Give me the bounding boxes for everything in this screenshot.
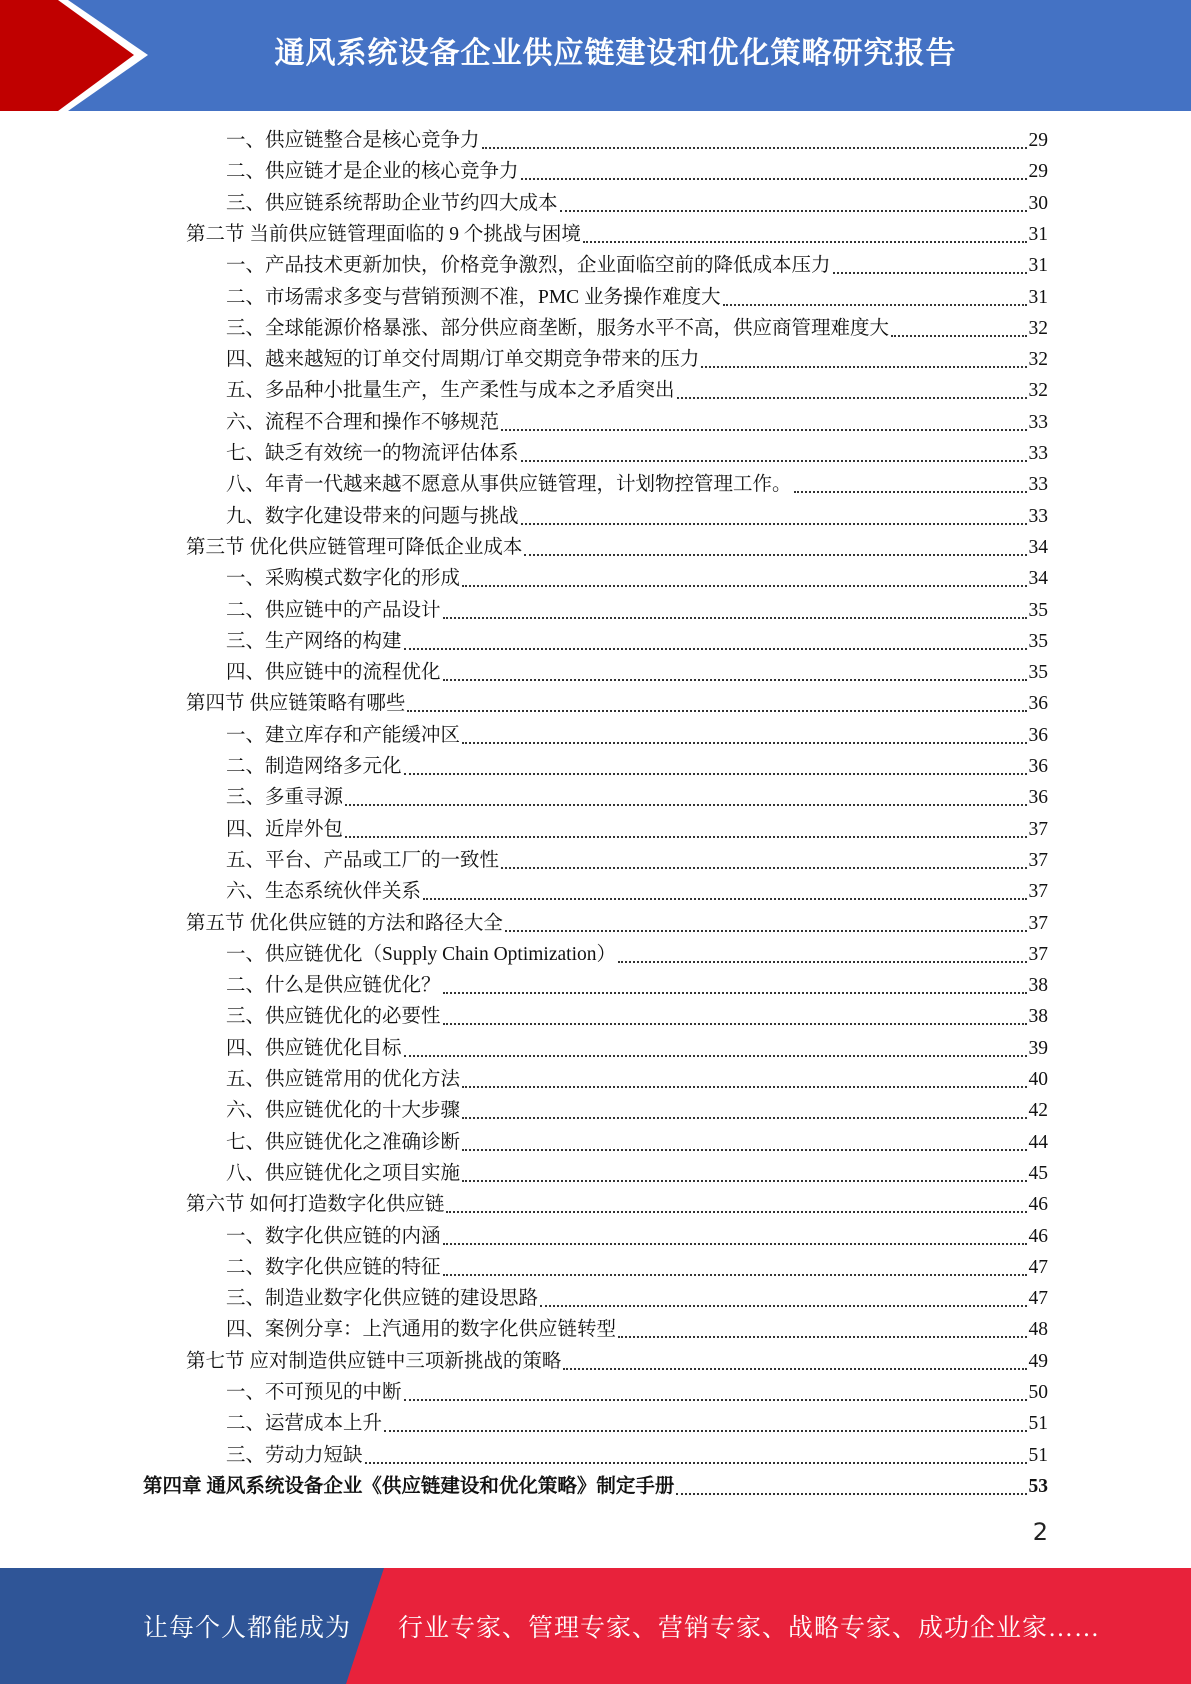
toc-leader-dots: [794, 491, 1027, 493]
toc-page-number: 37: [1028, 819, 1048, 840]
toc-page-number: 37: [1028, 944, 1048, 965]
toc-label: 二、供应链中的产品设计: [226, 600, 441, 621]
toc-label: 一、数字化供应链的内涵: [226, 1226, 441, 1247]
toc-label: 三、劳动力短缺: [226, 1445, 363, 1466]
toc-label: 五、平台、产品或工厂的一致性: [226, 850, 500, 871]
footer-slogan-right: 行业专家、管理专家、营销专家、战略专家、成功企业家……: [398, 1615, 1101, 1642]
toc-label: 第二节 当前供应链管理面临的 9 个挑战与困境: [186, 224, 581, 245]
toc-label: 四、供应链优化目标: [226, 1038, 402, 1059]
toc-leader-dots: [443, 1274, 1027, 1276]
toc-page-number: 51: [1028, 1445, 1048, 1466]
toc-item[interactable]: [226, 1379, 1048, 1407]
toc-page-number: 38: [1028, 1006, 1048, 1027]
toc-item[interactable]: [226, 847, 1048, 875]
toc-leader-dots: [462, 1180, 1026, 1182]
report-title: 通风系统设备企业供应链建设和优化策略研究报告: [274, 36, 957, 71]
toc-page-number: 46: [1028, 1226, 1048, 1247]
toc-label: 二、数字化供应链的特征: [226, 1257, 441, 1278]
toc-page-number: 30: [1028, 193, 1048, 214]
toc-item[interactable]: [226, 1410, 1048, 1438]
toc-leader-dots: [384, 1430, 1026, 1432]
toc-leader-dots: [618, 961, 1027, 963]
toc-leader-dots: [462, 1149, 1026, 1151]
toc-page-number: 51: [1028, 1413, 1048, 1434]
page-footer: [0, 1568, 1191, 1684]
toc-item[interactable]: [226, 878, 1048, 906]
toc-page-number: 33: [1028, 412, 1048, 433]
toc-page-number: 53: [1028, 1476, 1048, 1497]
toc-label: 三、制造业数字化供应链的建设思路: [226, 1288, 539, 1309]
toc-leader-dots: [521, 460, 1027, 462]
toc-leader-dots: [404, 648, 1027, 650]
toc-item[interactable]: [226, 409, 1048, 437]
toc-label: 三、生产网络的构建: [226, 631, 402, 652]
toc-item[interactable]: [226, 565, 1048, 593]
toc-label: 第三节 优化供应链管理可降低企业成本: [186, 537, 523, 558]
toc-page-number: 33: [1028, 474, 1048, 495]
toc-item[interactable]: [226, 659, 1048, 687]
toc-section[interactable]: [186, 221, 1048, 249]
toc-label: 一、建立库存和产能缓冲区: [226, 725, 461, 746]
toc-item[interactable]: [226, 1254, 1048, 1282]
toc-label: 一、不可预见的中断: [226, 1382, 402, 1403]
toc-page-number: 33: [1028, 443, 1048, 464]
toc-page-number: 50: [1028, 1382, 1048, 1403]
footer-slogan-left: 让每个人都能成为: [143, 1615, 352, 1642]
toc-leader-dots: [443, 1243, 1027, 1245]
toc-page-number: 48: [1028, 1319, 1048, 1340]
toc-leader-dots: [443, 617, 1027, 619]
toc-label: 一、供应链整合是核心竞争力: [226, 130, 480, 151]
toc-label: 四、越来越短的订单交付周期/订单交期竞争带来的压力: [226, 349, 700, 370]
toc-page-number: 31: [1028, 224, 1048, 245]
toc-label: 四、案例分享：上汽通用的数字化供应链转型: [226, 1319, 617, 1340]
toc-label: 五、供应链常用的优化方法: [226, 1069, 461, 1090]
toc-section[interactable]: [186, 690, 1048, 718]
toc-item[interactable]: [226, 1160, 1048, 1188]
toc-leader-dots: [443, 1023, 1027, 1025]
toc-label: 六、流程不合理和操作不够规范: [226, 412, 500, 433]
toc-page-number: 34: [1028, 537, 1048, 558]
toc-leader-dots: [501, 867, 1026, 869]
toc-leader-dots: [701, 366, 1026, 368]
toc-label: 五、多品种小批量生产，生产柔性与成本之矛盾突出: [226, 380, 675, 401]
toc-label: 一、供应链优化（Supply Chain Optimization）: [226, 944, 616, 965]
toc-item[interactable]: [226, 1285, 1048, 1313]
toc-label: 一、产品技术更新加快，价格竞争激烈，企业面临空前的降低成本压力: [226, 255, 831, 276]
toc-leader-dots: [560, 210, 1027, 212]
toc-label: 第四节 供应链策略有哪些: [186, 693, 406, 714]
toc-item[interactable]: [226, 1066, 1048, 1094]
toc-page-number: 31: [1028, 287, 1048, 308]
toc-section[interactable]: [186, 910, 1048, 938]
toc-item[interactable]: [226, 503, 1048, 531]
page-number: 2: [1032, 1518, 1048, 1546]
toc-label: 第七节 应对制造供应链中三项新挑战的策略: [186, 1351, 562, 1372]
toc-page-number: 47: [1028, 1257, 1048, 1278]
toc-item[interactable]: [226, 753, 1048, 781]
toc-item[interactable]: [226, 1316, 1048, 1344]
toc-leader-dots: [676, 1493, 1026, 1495]
toc-page-number: 32: [1028, 380, 1048, 401]
toc-page-number: 36: [1028, 787, 1048, 808]
toc-item[interactable]: [226, 1003, 1048, 1031]
toc-section[interactable]: [186, 534, 1048, 562]
toc-leader-dots: [618, 1336, 1026, 1338]
toc-item[interactable]: [226, 1035, 1048, 1063]
toc-section[interactable]: [186, 1191, 1048, 1219]
toc-leader-dots: [583, 241, 1027, 243]
toc-leader-dots: [462, 585, 1026, 587]
toc-label: 八、年青一代越来越不愿意从事供应链管理，计划物控管理工作。: [226, 474, 792, 495]
toc-leader-dots: [443, 992, 1027, 994]
toc-leader-dots: [524, 554, 1026, 556]
toc-item[interactable]: [226, 941, 1048, 969]
toc-item[interactable]: [226, 377, 1048, 405]
toc-leader-dots: [482, 147, 1027, 149]
toc-label: 第四章 通风系统设备企业《供应链建设和优化策略》制定手册: [143, 1476, 675, 1497]
toc-item[interactable]: [226, 252, 1048, 280]
toc-item[interactable]: [226, 628, 1048, 656]
toc-page-number: 34: [1028, 568, 1048, 589]
toc-item[interactable]: [226, 1442, 1048, 1470]
toc-item[interactable]: [226, 597, 1048, 625]
toc-item[interactable]: [226, 784, 1048, 812]
toc-label: 三、多重寻源: [226, 787, 344, 808]
toc-label: 二、市场需求多变与营销预测不准，PMC 业务操作难度大: [226, 287, 721, 308]
toc-label: 三、供应链系统帮助企业节约四大成本: [226, 193, 558, 214]
toc-item[interactable]: [226, 190, 1048, 218]
toc-item[interactable]: [226, 440, 1048, 468]
toc-item[interactable]: [226, 315, 1048, 343]
toc-page-number: 39: [1028, 1038, 1048, 1059]
toc-page-number: 46: [1028, 1194, 1048, 1215]
toc-label: 第五节 优化供应链的方法和路径大全: [186, 913, 503, 934]
toc-page-number: 42: [1028, 1100, 1048, 1121]
toc-label: 四、近岸外包: [226, 819, 344, 840]
toc-page-number: 47: [1028, 1288, 1048, 1309]
toc-leader-dots: [677, 397, 1027, 399]
toc-leader-dots: [501, 429, 1026, 431]
toc-leader-dots: [505, 930, 1027, 932]
toc-label: 三、供应链优化的必要性: [226, 1006, 441, 1027]
toc-label: 一、采购模式数字化的形成: [226, 568, 461, 589]
toc-leader-dots: [345, 836, 1026, 838]
toc-label: 八、供应链优化之项目实施: [226, 1163, 461, 1184]
toc-page-number: 37: [1028, 913, 1048, 934]
toc-label: 四、供应链中的流程优化: [226, 662, 441, 683]
toc-page-number: 31: [1028, 255, 1048, 276]
toc-item[interactable]: [226, 1223, 1048, 1251]
toc-leader-dots: [446, 1211, 1026, 1213]
toc-leader-dots: [540, 1305, 1026, 1307]
toc-leader-dots: [521, 523, 1027, 525]
toc-page-number: 29: [1028, 161, 1048, 182]
toc-leader-dots: [462, 1117, 1026, 1119]
toc-section[interactable]: [186, 1348, 1048, 1376]
toc-page-number: 32: [1028, 349, 1048, 370]
toc-item[interactable]: [226, 722, 1048, 750]
toc-page-number: 32: [1028, 318, 1048, 339]
toc-page-number: 37: [1028, 881, 1048, 902]
toc-leader-dots: [423, 898, 1026, 900]
toc-label: 七、供应链优化之准确诊断: [226, 1132, 461, 1153]
toc-page-number: 35: [1028, 600, 1048, 621]
toc-item[interactable]: [226, 1097, 1048, 1125]
toc-page-number: 36: [1028, 756, 1048, 777]
toc-item[interactable]: [226, 284, 1048, 312]
toc-item[interactable]: [226, 816, 1048, 844]
toc-leader-dots: [404, 1399, 1027, 1401]
toc-label: 九、数字化建设带来的问题与挑战: [226, 506, 519, 527]
toc-label: 六、生态系统伙伴关系: [226, 881, 422, 902]
toc-leader-dots: [345, 804, 1026, 806]
toc-page-number: 44: [1028, 1132, 1048, 1153]
toc-label: 二、运营成本上升: [226, 1413, 383, 1434]
toc-item[interactable]: [226, 471, 1048, 499]
toc-label: 六、供应链优化的十大步骤: [226, 1100, 461, 1121]
toc-leader-dots: [462, 742, 1026, 744]
toc-page-number: 29: [1028, 130, 1048, 151]
toc-item[interactable]: [226, 346, 1048, 374]
toc-item[interactable]: [226, 158, 1048, 186]
toc-page-number: 36: [1028, 693, 1048, 714]
toc-leader-dots: [891, 335, 1026, 337]
toc-page-number: 36: [1028, 725, 1048, 746]
toc-page-number: 35: [1028, 662, 1048, 683]
toc-page-number: 40: [1028, 1069, 1048, 1090]
toc-item[interactable]: [226, 972, 1048, 1000]
toc-leader-dots: [563, 1368, 1026, 1370]
toc-page-number: 33: [1028, 506, 1048, 527]
toc-page-number: 37: [1028, 850, 1048, 871]
toc-item[interactable]: [226, 1129, 1048, 1157]
toc-leader-dots: [443, 679, 1027, 681]
toc-item[interactable]: [226, 127, 1048, 155]
toc-label: 二、制造网络多元化: [226, 756, 402, 777]
toc-leader-dots: [365, 1462, 1027, 1464]
toc-leader-dots: [833, 272, 1027, 274]
toc-page-number: 49: [1028, 1351, 1048, 1372]
page-header: [0, 0, 1191, 111]
toc-leader-dots: [404, 1055, 1027, 1057]
toc-page-number: 45: [1028, 1163, 1048, 1184]
toc-page-number: 38: [1028, 975, 1048, 996]
toc-label: 七、缺乏有效统一的物流评估体系: [226, 443, 519, 464]
toc-leader-dots: [462, 1086, 1026, 1088]
toc-leader-dots: [521, 178, 1027, 180]
toc-chapter[interactable]: [143, 1473, 1048, 1501]
toc-label: 第六节 如何打造数字化供应链: [186, 1194, 445, 1215]
toc-page-number: 35: [1028, 631, 1048, 652]
toc-leader-dots: [723, 304, 1027, 306]
toc-label: 三、全球能源价格暴涨、部分供应商垄断，服务水平不高，供应商管理难度大: [226, 318, 890, 339]
toc-label: 二、什么是供应链优化？: [226, 975, 441, 996]
toc-leader-dots: [404, 773, 1027, 775]
toc-label: 二、供应链才是企业的核心竞争力: [226, 161, 519, 182]
toc-leader-dots: [407, 710, 1026, 712]
